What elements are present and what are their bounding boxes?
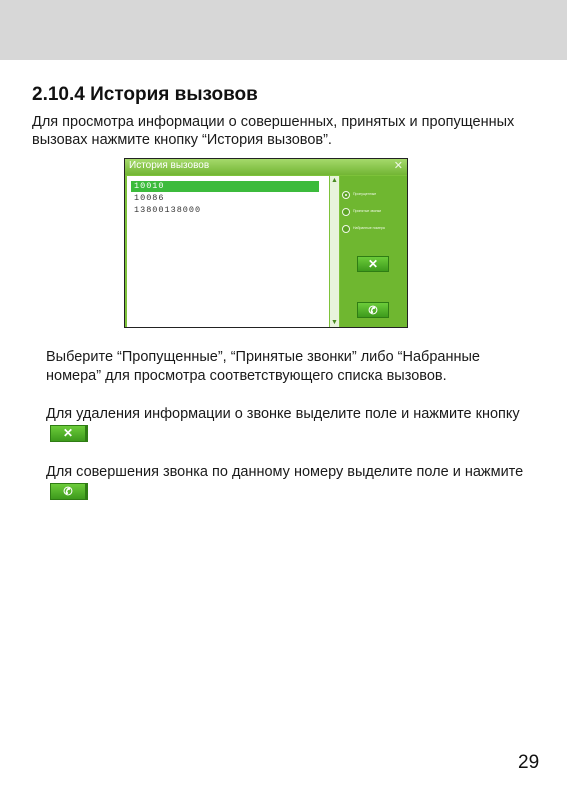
scroll-down-icon[interactable]: ▼ <box>331 319 338 326</box>
radio-dialed[interactable] <box>342 224 406 236</box>
radio-missed[interactable] <box>342 190 406 202</box>
close-icon[interactable]: ✕ <box>393 160 403 172</box>
radio-received[interactable] <box>342 207 406 219</box>
delete-button-inline <box>50 425 88 442</box>
dialog-title: История вызовов <box>129 160 210 171</box>
radio-icon <box>342 225 350 233</box>
list-scrollbar[interactable] <box>330 176 339 327</box>
call-list-item[interactable]: 10086 <box>134 193 165 203</box>
close-x-icon: ✕ <box>367 257 379 271</box>
phone-icon: ✆ <box>368 305 378 317</box>
page-number: 29 <box>518 752 540 773</box>
call-list-item[interactable]: 13800138000 <box>134 205 202 215</box>
call-list <box>127 176 329 327</box>
delete-button[interactable] <box>357 256 389 272</box>
call-list-item[interactable]: 10010 <box>131 181 319 192</box>
call-button[interactable] <box>357 302 389 318</box>
radio-label: Пропущенные <box>353 192 377 196</box>
dialog-title-bar <box>125 159 407 175</box>
close-x-icon: ✕ <box>62 425 74 440</box>
call-history-dialog <box>124 158 408 328</box>
call-text: Для совершения звонка по данному номеру выделите поле и нажмите <box>46 464 524 480</box>
delete-text: Для удаления информации о звонке выделите поле и нажмите кнопку <box>46 406 520 422</box>
scroll-up-icon[interactable]: ▲ <box>331 177 338 184</box>
delete-paragraph <box>46 405 536 443</box>
header-band <box>0 0 567 60</box>
filter-panel <box>340 176 407 327</box>
intro-paragraph: Для просмотра информации о совершенных, принятых и пропущенных вызовах нажмите кнопку “История вызовов”. <box>32 114 515 148</box>
radio-selected-icon <box>342 191 350 199</box>
radio-label: Принятые звонки <box>353 209 382 213</box>
select-list-paragraph: Выберите “Пропущенные”, “Принятые звонки” либо “Набранные номера” для просмотра соответствующего списка вызовов. <box>46 349 480 384</box>
call-button-inline <box>50 483 88 500</box>
phone-icon: ✆ <box>63 485 73 498</box>
call-paragraph <box>46 463 536 501</box>
radio-icon <box>342 208 350 216</box>
section-title: 2.10.4 История вызовов <box>32 84 258 105</box>
radio-label: Набранные номера <box>353 226 385 230</box>
